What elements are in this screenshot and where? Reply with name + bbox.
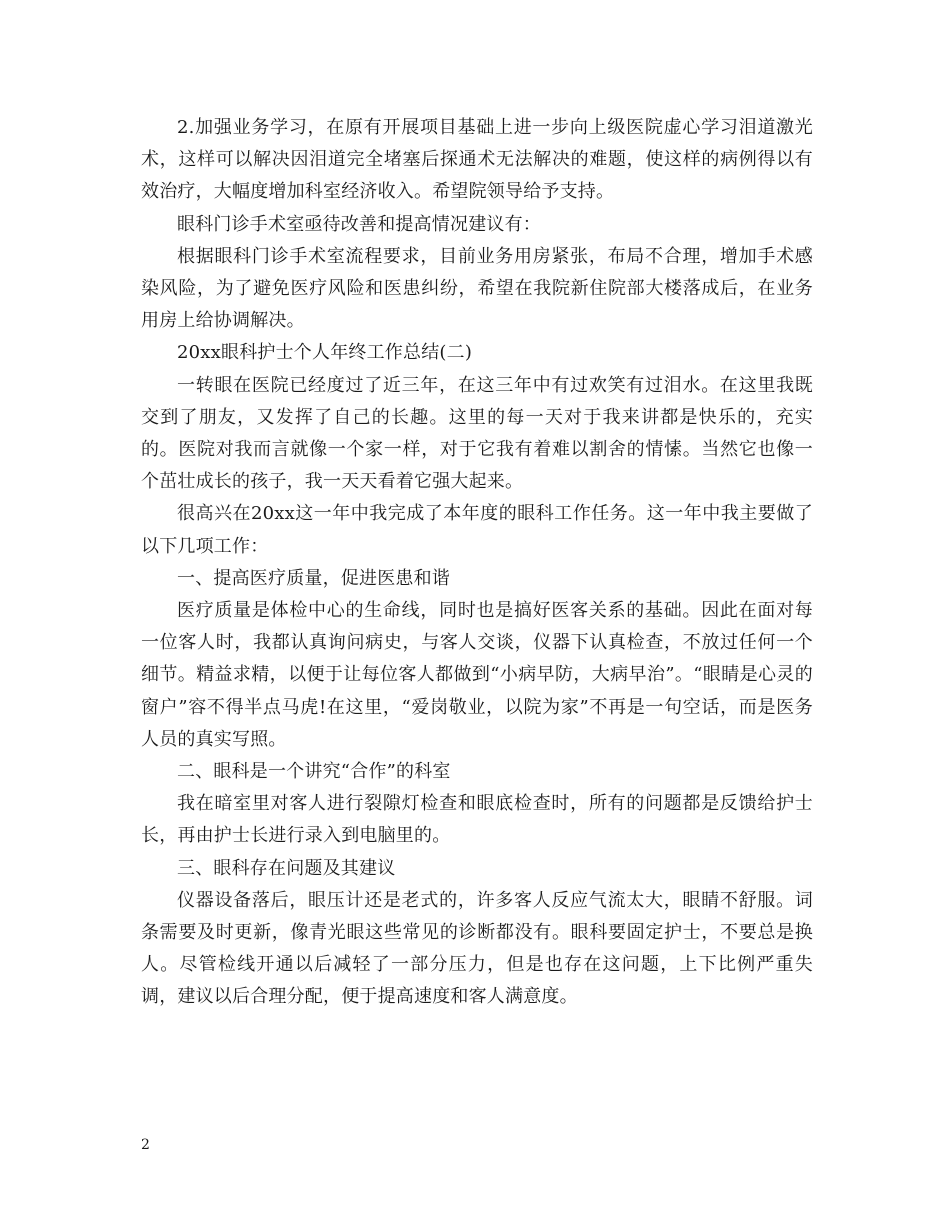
- section-title: 20xx眼科护士个人年终工作总结(二): [177, 342, 473, 364]
- paragraph-year-tasks: 很高兴在20xx这一年中我完成了本年度的眼科工作任务。这一年中我主要做了以下几项工作：: [141, 503, 813, 557]
- paragraph-surgery-room-intro: 眼科门诊手术室亟待改善和提高情况建议有：: [177, 213, 541, 235]
- document-body: [141, 112, 813, 1014]
- paragraph-surgery-room-suggestion: 根据眼科门诊手术室流程要求，目前业务用房紧张，布局不合理，增加手术感染风险，为了避免医疗风险和医患纠纷，希望在我院新住院部大楼落成后，在业务用房上给协调解决。: [141, 245, 813, 332]
- paragraph-problems: 仪器设备落后，眼压计还是老式的，许多客人反应气流太大，眼睛不舒服。词条需要及时更新，像青光眼这些常见的诊断都没有。眼科要固定护士，不要总是换人。尽管检线开通以后减轻了一部分压力，但是也存在这问题，上下比例严重失调，建议以后合理分配，便于提高速度和客人满意度。: [141, 889, 813, 1008]
- paragraph-cooperation: 我在暗室里对客人进行裂隙灯检查和眼底检查时，所有的问题都是反馈给护士长，再由护士长进行录入到电脑里的。: [141, 793, 813, 847]
- paragraph-medical-quality: 医疗质量是体检中心的生命线，同时也是搞好医客关系的基础。因此在面对每一位客人时，我都认真询问病史，与客人交谈，仪器下认真检查，不放过任何一个细节。精益求精，以便于让每位客人都做到“小病早防，大病早治”。“眼睛是心灵的窗户”容不得半点马虎!在这里，“爱岗敬业，以院为家”不再是一句空话，而是医务人员的真实写照。: [141, 600, 813, 750]
- paragraph-three-years: 一转眼在医院已经度过了近三年，在这三年中有过欢笑有过泪水。在这里我既交到了朋友，又发挥了自己的长趣。这里的每一天对于我来讲都是快乐的，充实的。医院对我而言就像一个家一样，对于它我有着难以割舍的情愫。当然它也像一个茁壮成长的孩子，我一天天看着它强大起来。: [141, 374, 813, 493]
- heading-medical-quality: 一、提高医疗质量，促进医患和谐: [177, 567, 450, 589]
- heading-problems: 三、眼科存在问题及其建议: [177, 857, 396, 879]
- page-number: 2: [141, 1137, 150, 1153]
- heading-cooperation: 二、眼科是一个讲究“合作”的科室: [177, 761, 451, 783]
- paragraph-laser-surgery: 2.加强业务学习，在原有开展项目基础上进一步向上级医院虚心学习泪道激光术，这样可以解决因泪道完全堵塞后探通术无法解决的难题，使这样的病例得以有效治疗，大幅度增加科室经济收入。希望院领导给予支持。: [141, 117, 813, 203]
